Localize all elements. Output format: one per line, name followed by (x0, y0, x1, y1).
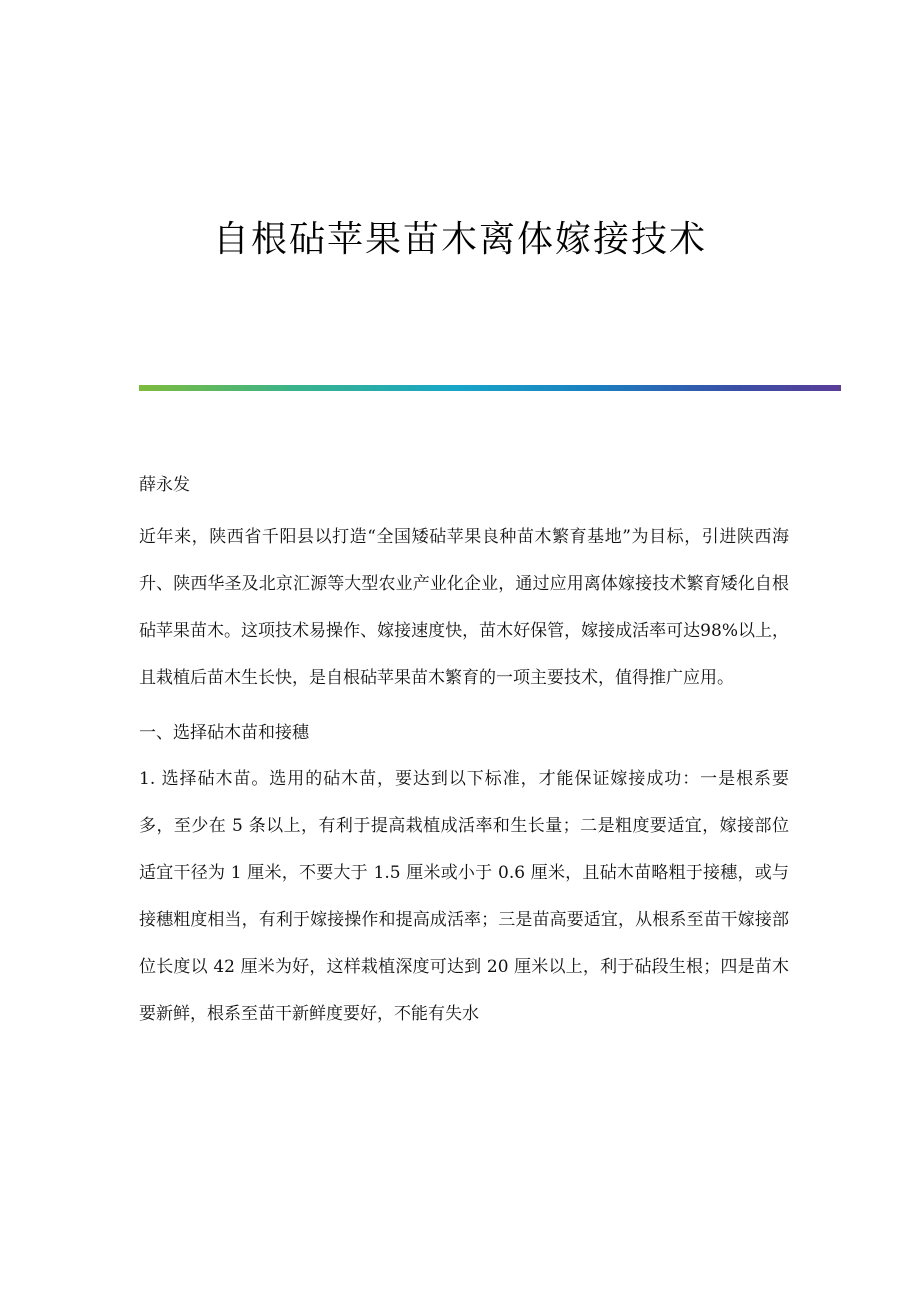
document-title: 自根砧苹果苗木离体嫁接技术 (212, 219, 707, 260)
intro-paragraph: 近年来，陕西省千阳县以打造“全国矮砧苹果良种苗木繁育基地”为目标，引进陕西海升、陕西华圣及北京汇源等大型农业产业化企业，通过应用离体嫁接技术繁育矮化自根砧苹果苗木。这项技术易操作、嫁接速度快，苗木好保管，嫁接成活率可达98%以上，且栽植后苗木生长快，是自根砧苹果苗木繁育的一项主要技术，值得推广应用。 (139, 527, 789, 688)
document-body (139, 470, 789, 1038)
author-name: 薛永发 (139, 475, 190, 495)
title-divider (139, 385, 841, 391)
item-paragraph: 1. 选择砧木苗。选用的砧木苗，要达到以下标准，才能保证嫁接成功：一是根系要多，至少在 5 条以上，有利于提高栽植成活率和生长量；二是粗度要适宜，嫁接部位适宜干径为 1 厘米，不要大于 1.5 厘米或小于 0.6 厘米，且砧木苗略粗于接穗，或与接穗粗度相当，有利于嫁接操作和提高成活率；三是苗高要适宜，从根系至苗干嫁接部位长度以 42 厘米为好，这样栽植深度可达到 20 厘米以上，利于砧段生根；四是苗木要新鲜，根系至苗干新鲜度要好，不能有失水 (139, 769, 789, 1024)
section-heading: 一、选择砧木苗和接穗 (139, 723, 309, 743)
